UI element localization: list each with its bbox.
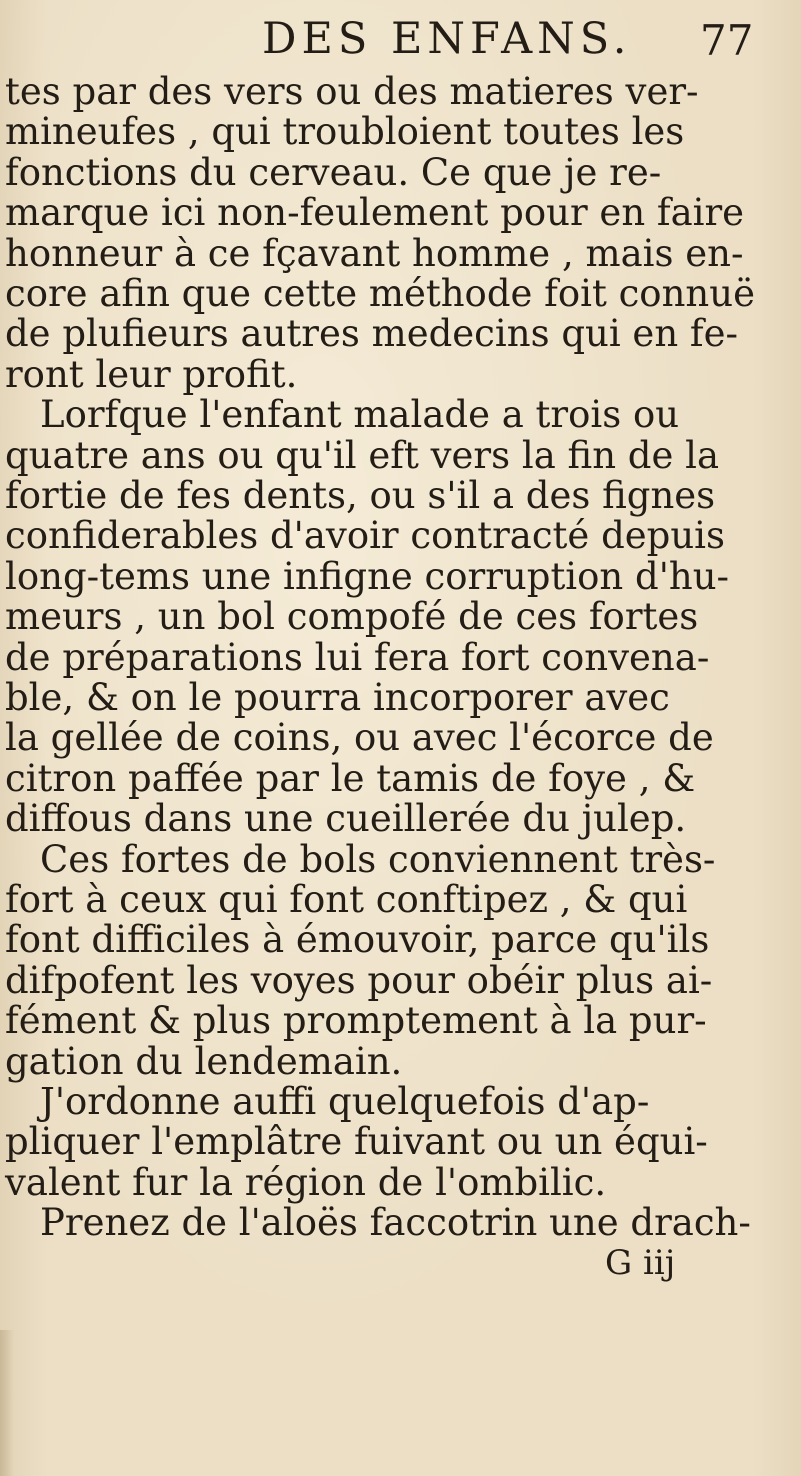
text-line: meurs , un bol compofé de ces fortes [5, 595, 699, 638]
text-line: ront leur profit. [5, 353, 298, 396]
text-line: de plufieurs autres medecins qui en fe- [5, 312, 739, 355]
text-line: tes par des vers ou des matieres ver- [5, 70, 699, 113]
text-line: mineufes , qui troubloient toutes les [5, 110, 685, 153]
signature-mark: G iij [605, 1243, 676, 1283]
text-line: gation du lendemain. [5, 1040, 403, 1083]
text-line: la gellée de coins, ou avec l'écorce de [5, 716, 714, 759]
text-line: marque ici non-feulement pour en faire [5, 191, 745, 234]
text-line: ble, & on le pourra incorporer avec [5, 676, 670, 719]
text-line: Lorfque l'enfant malade a trois ou [40, 393, 680, 436]
text-line: honneur à ce fçavant homme , mais en- [5, 232, 744, 275]
text-line: confiderables d'avoir contracté depuis [5, 514, 725, 557]
text-line: fortie de fes dents, ou s'il a des fignes [5, 474, 716, 517]
running-title: DES ENFANS. [262, 14, 632, 64]
text-line: core afin que cette méthode foit connuë [5, 272, 755, 315]
text-line: valent fur la région de l'ombilic. [5, 1161, 607, 1204]
text-line: de préparations lui fera fort convena- [5, 636, 710, 679]
text-line: quatre ans ou qu'il eft vers la fin de la [5, 434, 720, 477]
text-line: font difficiles à émouvoir, parce qu'ils [5, 918, 710, 961]
running-head [0, 8, 801, 68]
text-line: long-tems une infigne corruption d'hu- [5, 555, 730, 598]
text-line: citron paffée par le tamis de foye , & [5, 757, 696, 800]
text-line: fonctions du cerveau. Ce que je re- [5, 151, 662, 194]
text-line: fément & plus promptement à la pur- [5, 999, 707, 1042]
page-edge-shadow [0, 1330, 14, 1476]
text-line: Ces fortes de bols conviennent très- [40, 838, 716, 881]
text-line: fort à ceux qui font conftipez , & qui [5, 878, 688, 921]
text-line: difpofent les voyes pour obéir plus ai- [5, 959, 713, 1002]
text-line: J'ordonne auffi quelquefois d'ap- [40, 1080, 650, 1123]
page-number: 77 [700, 16, 754, 65]
text-line: Prenez de l'aloës faccotrin une drach- [40, 1201, 751, 1244]
text-line: pliquer l'emplâtre fuivant ou un équi- [5, 1120, 708, 1163]
text-line: diffous dans une cueillerée du julep. [5, 797, 687, 840]
